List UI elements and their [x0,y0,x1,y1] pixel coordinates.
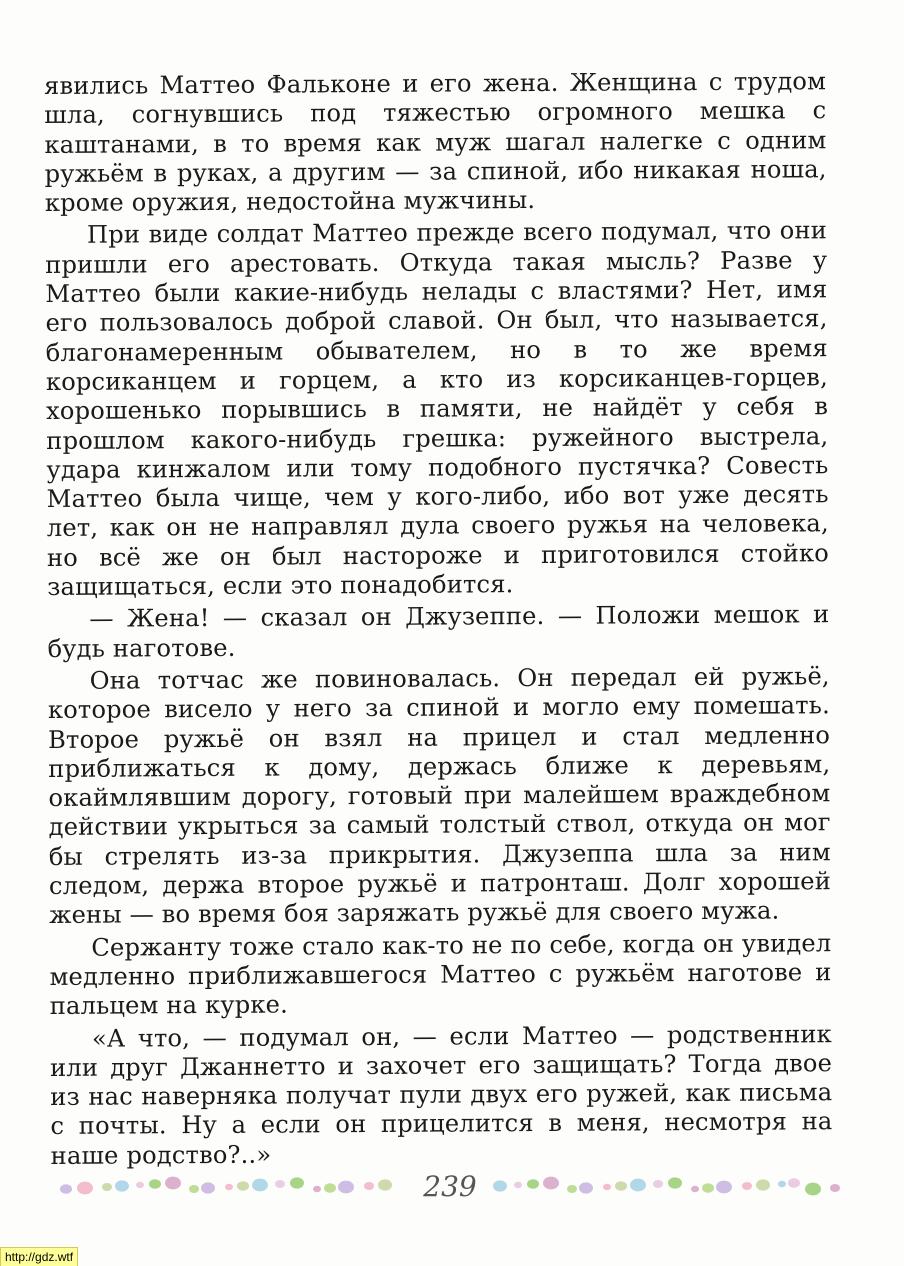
paragraph-4: Она тотчас же повиновалась. Он передал ей ружьё, которое висело у него за спиной и могло ему помешать. Второе ружьё он взял на прицел и стал медленно приближаться к дому, держась ближе к деревьям, окаймлявшим дорогу, готовый при малейшем враждебном действии укрыться за самый толстый ствол, откуда он мог бы стрелять из-за прикрытия. Джузеппа шла за ним следом, держа второе ружьё и патронташ. Долг хорошей жены — во время боя заряжать ружьё для своего мужа. [47,662,832,930]
footer-ornament [60,1166,840,1206]
decorative-dots-left [60,1177,392,1195]
ornament-dot [225,1184,233,1190]
ornament-dot [102,1183,112,1191]
ornament-dot [543,1177,559,1190]
ornament-dot [527,1179,539,1189]
ornament-dot [149,1179,161,1189]
ornament-dot [324,1183,336,1193]
ornament-dot [252,1179,268,1192]
paragraph-6-quote: «А что, — подумал он, — если Маттео — родственник или друг Джаннетто и захочет его защищать? Тогда двое из нас наверняка получат пули двух его ружей, как письма с почты. Ну а если он прицелится в меня, несмотря на наше родство?..» [49,1019,833,1170]
ornament-dot [579,1182,593,1193]
ornament-dot [201,1182,215,1193]
ornament-dot [805,1183,821,1196]
paragraph-3-dialogue: — Жена! — сказал он Джузеппе. — Положи мешок и будь наготове. [47,600,830,663]
ornament-dot [189,1185,199,1193]
ornament-dot [603,1184,611,1190]
decorative-dots-right [493,1177,840,1196]
ornament-dot [237,1181,249,1191]
ornament-dot [514,1182,522,1188]
ornament-dot [378,1179,392,1190]
ornament-dot [290,1177,304,1188]
page-number: 239 [423,1170,477,1203]
ornament-dot [778,1181,786,1187]
ornament-dot [493,1180,507,1191]
ornament-dot [60,1184,72,1194]
page-footer [60,1166,840,1206]
watermark-url: http://gdz.wtf [0,1247,78,1266]
ornament-dot [756,1179,770,1190]
ornament-dot [364,1182,374,1190]
ornament-dot [165,1177,181,1190]
ornament-dot [615,1181,627,1191]
ornament-dot [788,1178,800,1188]
ornament-dot [702,1183,714,1193]
ornament-dot [716,1181,732,1194]
ornament-dot [742,1182,752,1190]
paragraph-5: Сержанту тоже стало как-то не по себе, когда он увидел медленно приближавшегося Маттео с ружьём наготове и пальцем на курке. [49,928,832,1021]
ornament-dot [691,1186,699,1192]
ornament-dot [275,1180,285,1188]
paragraph-1: явились Маттео Фальконе и его жена. Женщина с трудом шла, согнувшись под тяжестью огромного мешка с каштанами, в то время как муж шагал налегке с одним ружьём в руках, а другим — за спиной, ибо никакая ноша, кроме оружия, недостойна мужчины. [44,67,827,218]
ornament-dot [668,1177,682,1188]
ornament-dot [567,1185,577,1193]
ornament-dot [830,1184,840,1192]
ornament-dot [630,1179,646,1192]
ornament-dot [115,1180,129,1191]
text-block [44,67,833,1174]
ornament-dot [338,1181,354,1194]
ornament-dot [77,1182,93,1195]
ornament-dot [313,1186,321,1192]
paragraph-2: При виде солдат Маттео прежде всего подумал, что они пришли его арестовать. Откуда такая мысль? Разве у Маттео были какие-нибудь нелады с властями? Нет, имя его пользовалось доброй славой. Он был, что называется, благонамеренным обывателем, но в то же время корсиканцем и горцем, а кто из корсиканцев-горцев, хорошенько порывшись в памяти, не найдёт у себя в прошлом какого-нибудь грешка: ружейного выстрела, удара кинжалом или тому подобного пустячка? Совесть Маттео была чище, чем у кого-либо, ибо вот уже десять лет, как он не направлял дула своего ружья на человека, но всё же он был настороже и приготовился стойко защищаться, если это понадобится. [45,216,830,602]
ornament-dot [136,1182,144,1188]
ornament-dot [653,1180,663,1188]
